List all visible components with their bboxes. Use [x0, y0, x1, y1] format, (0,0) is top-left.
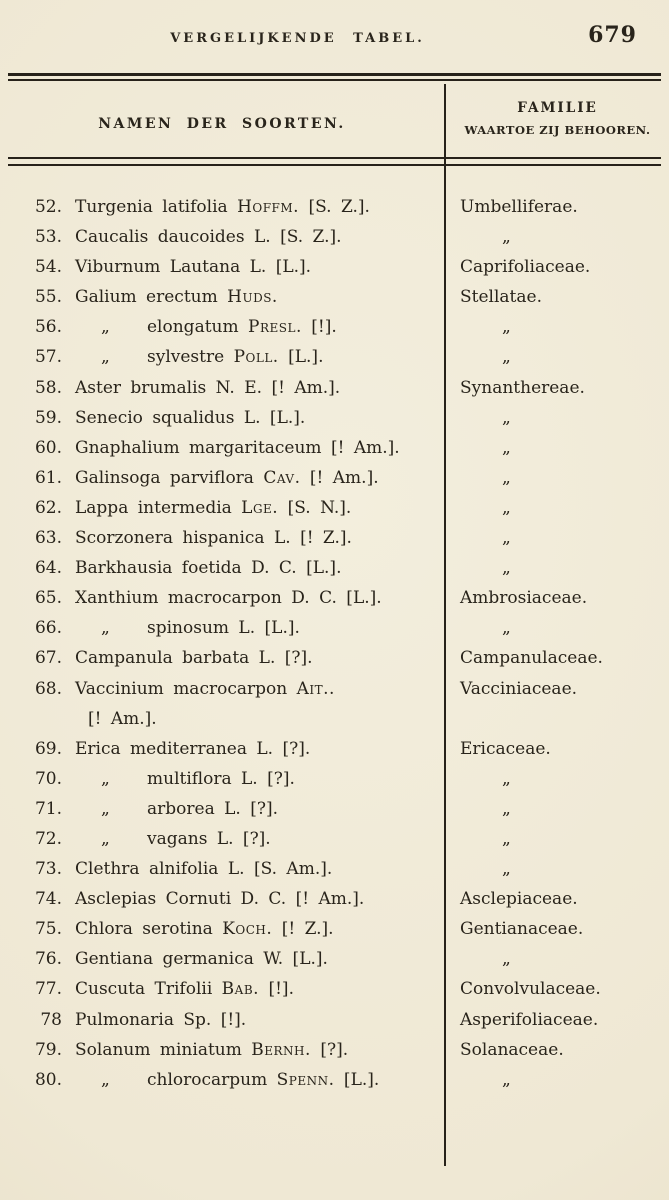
- species-name: [62, 854, 445, 884]
- species-name-part: Ait.: [296, 678, 330, 699]
- species-name-part: Lappa intermedia: [75, 497, 242, 518]
- table-row: [0, 914, 669, 944]
- ditto-mark: „: [502, 558, 511, 579]
- ditto-mark: „: [502, 317, 511, 338]
- row-number: 79.: [34, 1039, 62, 1060]
- table-row: [0, 824, 669, 854]
- table-row: [0, 252, 669, 282]
- column-header-names: NAMEN DER SOORTEN.: [98, 116, 346, 132]
- species-name-part: Presl.: [248, 317, 302, 338]
- table-row: [0, 222, 669, 252]
- ditto-mark: „: [502, 768, 511, 789]
- ditto-mark: „: [502, 407, 511, 428]
- species-name-part: Viburnum Lautana L. [L.].: [75, 257, 312, 278]
- table-row: [0, 192, 669, 222]
- ditto-mark: „: [502, 467, 511, 488]
- table-row: [0, 884, 669, 914]
- table-row: [0, 1035, 669, 1065]
- family-name: [445, 704, 669, 734]
- species-name-part: Scorzonera hispanica L. [! Z.].: [75, 528, 352, 549]
- family-name: Synanthereae.: [460, 377, 585, 398]
- row-number: 70.: [34, 768, 62, 789]
- family-name: [445, 824, 669, 854]
- ditto-mark: „: [502, 347, 511, 368]
- species-name: [62, 824, 445, 854]
- page-number: 679: [588, 22, 637, 48]
- table-row: [0, 704, 669, 734]
- species-name: [62, 342, 445, 372]
- species-name-part: Hoffm.: [237, 197, 300, 217]
- row-number: 55.: [34, 287, 62, 308]
- table-row: [0, 1065, 669, 1095]
- species-name: [62, 734, 445, 764]
- species-name-part: Clethra alnifolia L. [S. Am.].: [75, 859, 333, 880]
- row-number: 54.: [34, 257, 62, 278]
- species-name-part: Poll.: [233, 347, 279, 368]
- family-name: [445, 764, 669, 794]
- family-name: [445, 403, 669, 433]
- rule-line: [8, 164, 661, 166]
- ditto-mark: „: [502, 227, 511, 248]
- page-title: VERGELIJKENDE TABEL.: [170, 31, 425, 46]
- ditto-mark: „: [502, 828, 511, 849]
- species-name-part: Xanthium macrocarpon D. C. [L.].: [75, 588, 382, 609]
- species-name: [62, 463, 445, 493]
- species-name-part: Barkhausia foetida D. C. [L.].: [75, 558, 342, 579]
- species-name-part: [!].: [301, 317, 337, 338]
- species-name: [62, 1005, 445, 1035]
- species-name: [62, 1065, 445, 1095]
- family-header-line2: WAARTOE ZIJ BEHOOREN.: [464, 123, 651, 137]
- table-row: [0, 373, 669, 403]
- species-name-part: [S. N.].: [278, 497, 352, 518]
- species-name: [62, 553, 445, 583]
- ditto-mark: „: [101, 768, 110, 789]
- family-name: Gentianaceae.: [460, 919, 584, 940]
- row-number: 76.: [34, 949, 62, 970]
- row-number: [0, 704, 62, 734]
- row-number: 78: [40, 1009, 62, 1030]
- species-name-part: chlorocarpum: [147, 1069, 277, 1090]
- row-number: 52.: [34, 197, 62, 217]
- ditto-mark: „: [502, 528, 511, 549]
- species-name-part: Bernh.: [251, 1039, 311, 1060]
- table-row: [0, 433, 669, 463]
- family-name: Umbelliferae.: [460, 197, 578, 217]
- table-row: [0, 553, 669, 583]
- row-number: 64.: [34, 558, 62, 579]
- species-name-part: Chlora serotina: [75, 919, 223, 940]
- ditto-mark: „: [502, 437, 511, 458]
- species-name: [62, 764, 445, 794]
- family-name: [445, 553, 669, 583]
- row-number: 67.: [34, 648, 62, 669]
- table-row: [0, 342, 669, 372]
- species-name-part: Gnaphalium margaritaceum [! Am.].: [75, 437, 400, 458]
- species-name-part: [!].: [259, 979, 294, 1000]
- species-name-part: Aster brumalis N. E. [! Am.].: [75, 377, 341, 398]
- species-name-part: vagans L. [?].: [147, 828, 271, 849]
- ditto-mark: „: [101, 347, 110, 368]
- species-name-part: Galium erectum: [75, 287, 228, 308]
- species-name-part: [! Am.].: [300, 467, 379, 488]
- row-number: 72.: [34, 828, 62, 849]
- species-name-part: Cav.: [263, 467, 301, 488]
- ditto-mark: „: [101, 618, 110, 639]
- family-name: [445, 463, 669, 493]
- row-number: 71.: [34, 798, 62, 819]
- row-number: 58.: [34, 377, 62, 398]
- family-name: [445, 613, 669, 643]
- family-name: [445, 523, 669, 553]
- species-name-part: Spenn.: [276, 1069, 335, 1090]
- species-name: [62, 974, 445, 1004]
- table-row: [0, 583, 669, 613]
- species-name: [62, 523, 445, 553]
- row-number: 53.: [34, 227, 62, 248]
- family-name: [445, 1065, 669, 1095]
- species-name-part: Gentiana germanica W. [L.].: [75, 949, 328, 970]
- table-body: [0, 192, 669, 1095]
- species-name-part: Campanula barbata L. [?].: [75, 648, 313, 669]
- table-row: [0, 854, 669, 884]
- ditto-mark: „: [101, 798, 110, 819]
- species-name-part: Huds.: [227, 287, 278, 308]
- table-row: [0, 944, 669, 974]
- mid-double-rule: [8, 157, 661, 166]
- species-name-part: .: [329, 678, 335, 699]
- family-name: [445, 493, 669, 523]
- family-name: Campanulaceae.: [460, 648, 603, 669]
- species-name-part: Caucalis daucoides L. [S. Z.].: [75, 227, 342, 248]
- species-name: [62, 282, 445, 312]
- family-name: [445, 854, 669, 884]
- row-number: 75.: [34, 919, 62, 940]
- family-name: Caprifoliaceae.: [460, 257, 591, 278]
- species-name: [62, 914, 445, 944]
- species-name: [62, 794, 445, 824]
- table-row: [0, 403, 669, 433]
- species-name-part: Koch.: [222, 919, 273, 940]
- species-name-part: Erica mediterranea L. [?].: [75, 738, 311, 759]
- table-row: [0, 734, 669, 764]
- species-name-part: sylvestre: [147, 347, 234, 368]
- species-name-part: Asclepias Cornuti D. C. [! Am.].: [75, 889, 365, 910]
- family-name: [445, 794, 669, 824]
- species-name-part: Solanum miniatum: [75, 1039, 252, 1060]
- family-name: Asclepiaceae.: [460, 889, 578, 910]
- species-name-part: spinosum L. [L.].: [147, 618, 300, 639]
- ditto-mark: „: [502, 798, 511, 819]
- row-number: 73.: [34, 859, 62, 880]
- species-name-part: Bab.: [221, 979, 260, 1000]
- row-number: 66.: [34, 618, 62, 639]
- species-name-part: [L.].: [334, 1069, 380, 1090]
- species-name: [62, 373, 445, 403]
- ditto-mark: „: [101, 828, 110, 849]
- species-name-part: [! Z.].: [272, 919, 334, 940]
- table-row: [0, 463, 669, 493]
- species-name-part: Vaccinium macrocarpon: [75, 678, 297, 699]
- table-row: [0, 312, 669, 342]
- species-name: [62, 583, 445, 613]
- running-head: [0, 22, 669, 56]
- species-name: [62, 884, 445, 914]
- row-number: 62.: [34, 497, 62, 518]
- species-name: [62, 643, 445, 673]
- table-row: [0, 493, 669, 523]
- family-name: Ambrosiaceae.: [460, 588, 588, 609]
- row-number: 61.: [34, 467, 62, 488]
- row-number: 65.: [34, 588, 62, 609]
- table-header: [0, 86, 669, 156]
- rule-line: [8, 73, 661, 76]
- species-name-part: Turgenia latifolia: [75, 197, 238, 217]
- species-name: [62, 674, 445, 704]
- species-name-part: Galinsoga parviflora: [75, 467, 264, 488]
- rule-line: [8, 79, 661, 81]
- family-name: Vacciniaceae.: [460, 678, 578, 699]
- species-name: [62, 252, 445, 282]
- ditto-mark: „: [502, 949, 511, 970]
- species-name-part: [L.].: [278, 347, 324, 368]
- species-name: [62, 403, 445, 433]
- family-header-line1: FAMILIE: [517, 100, 598, 116]
- top-double-rule: [8, 73, 661, 81]
- family-name: Asperifoliaceae.: [460, 1009, 599, 1030]
- row-number: 74.: [34, 889, 62, 910]
- row-number: 59.: [34, 407, 62, 428]
- species-name-part: [S. Z.].: [299, 197, 370, 217]
- ditto-mark: „: [502, 618, 511, 639]
- ditto-mark: „: [502, 859, 511, 880]
- species-name-part: [! Am.].: [88, 708, 157, 729]
- table-row: [0, 764, 669, 794]
- species-name-part: elongatum: [147, 317, 249, 338]
- table-row: [0, 674, 669, 704]
- column-header-family: [446, 100, 669, 137]
- species-name: [62, 192, 445, 222]
- family-name: [445, 312, 669, 342]
- table-row: [0, 523, 669, 553]
- rule-line: [8, 157, 661, 159]
- species-name-part: Cuscuta Trifolii: [75, 979, 222, 1000]
- row-number: 77.: [34, 979, 62, 1000]
- row-number: 57.: [34, 347, 62, 368]
- species-name: [62, 493, 445, 523]
- family-name: Ericaceae.: [460, 738, 551, 759]
- table-row: [0, 613, 669, 643]
- table-row: [0, 643, 669, 673]
- ditto-mark: „: [502, 1069, 511, 1090]
- species-name-part: [?].: [310, 1039, 349, 1060]
- table-row: [0, 974, 669, 1004]
- table-row: [0, 282, 669, 312]
- species-name-part: arborea L. [?].: [147, 798, 278, 819]
- family-name: Stellatae.: [460, 287, 542, 308]
- species-name-part: Lge.: [241, 497, 279, 518]
- species-name: [62, 704, 445, 734]
- species-name: [62, 1035, 445, 1065]
- family-name: [445, 433, 669, 463]
- species-name-part: Pulmonaria Sp. [!].: [75, 1009, 247, 1030]
- species-name-part: multiflora L. [?].: [147, 768, 295, 789]
- species-name: [62, 944, 445, 974]
- table-row: [0, 1005, 669, 1035]
- family-name: [445, 342, 669, 372]
- row-number: 80.: [34, 1069, 62, 1090]
- row-number: 63.: [34, 528, 62, 549]
- species-name-part: Senecio squalidus L. [L.].: [75, 407, 306, 428]
- family-name: Convolvulaceae.: [460, 979, 601, 1000]
- species-name: [62, 613, 445, 643]
- family-name: [445, 944, 669, 974]
- row-number: 56.: [34, 317, 62, 338]
- species-name: [62, 312, 445, 342]
- family-name: [445, 222, 669, 252]
- family-name: Solanaceae.: [460, 1039, 564, 1060]
- ditto-mark: „: [101, 1069, 110, 1090]
- ditto-mark: „: [502, 497, 511, 518]
- row-number: 68.: [34, 678, 62, 699]
- row-number: 60.: [34, 437, 62, 458]
- table-row: [0, 794, 669, 824]
- ditto-mark: „: [101, 317, 110, 338]
- row-number: 69.: [34, 738, 62, 759]
- species-name: [62, 222, 445, 252]
- species-name: [62, 433, 445, 463]
